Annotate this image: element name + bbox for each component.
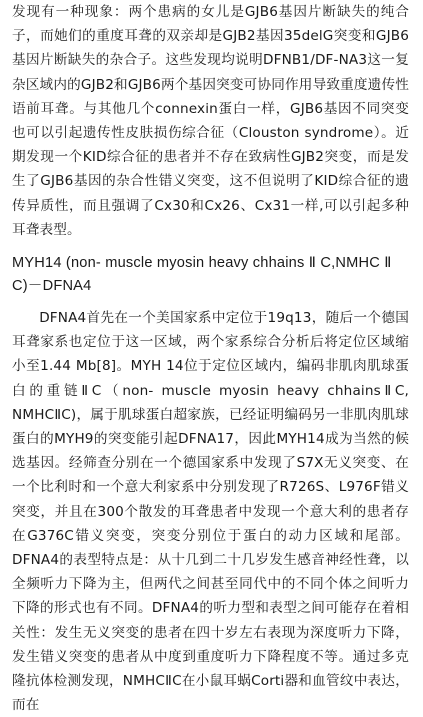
- section-heading-myh14: MYH14 (non- muscle myosin heavy chhains Ⅱ C,NMHC Ⅱ C)－DFNA4: [12, 255, 392, 295]
- paragraph-gjb6: 发现有一种现象：两个患病的女儿是GJB6基因片断缺失的纯合子，而她们的重度耳聋的双亲却是GJB2基因35delG突变和GJB6基因片断缺失的杂合子。这些发现均说明DFNB1/DF-NA3这一复杂区域内的GJB2和GJB6两个基因突变可协同作用导致重度遗传性语前耳聋。与其他几个connexin蛋白一样，GJB6基因不同突变也可以引起遗传性皮肤损伤综合征（Clouston syndrome）。近期发现一个KID综合征的患者并不存在致病性GJB2突变，而是发生了GJB6基因的杂合性错义突变，这不但说明了KID综合征的遗传异质性，而且强调了Cx30和Cx26、Cx31一样,可以引起多种耳聋表型。: [12, 4, 409, 238]
- paragraph-dfna4: DFNA4首先在一个美国家系中定位于19q13，随后一个德国耳聋家系也定位于这一区域，两个家系综合分析后将定位区域缩小至1.44 Mb[8]。MYH 14位于定位区域内，编码非肌肉肌球蛋白的重链ⅡC（non- muscle myosin heavy chhainsⅡC, NMHCⅡC)，属于肌球蛋白超家族，已经证明编码另一非肌肉肌球蛋白的MYH9的突变能引起DFNA17，因此MYH14成为当然的候选基因。经筛查分别在一个德国家系中发现了S7X无义突变、在一个比利时和一个意大利家系中分别发现了R726S、L976F错义突变，并且在300个散发的耳聋患者中发现一个意大利的患者存在G376C错义突变，突变分别位于蛋白的动力区域和尾部。DFNA4的表型特点是：从十几到二十几岁发生感音神经性聋，以全频听力下降为主，但两代之间甚至同代中的不同个体之间听力下降的形式也有不同。DFNA4的听力型和表型之间可能存在着相关性：发生无义突变的患者在四十岁左右表现为深度听力下降，发生错义突变的患者从中度到重度听力下降程度不等。通过多克隆抗体检测发现，NMHCⅡC在小鼠耳蜗Corti器和血管纹中表达， 而在: [12, 310, 409, 714]
